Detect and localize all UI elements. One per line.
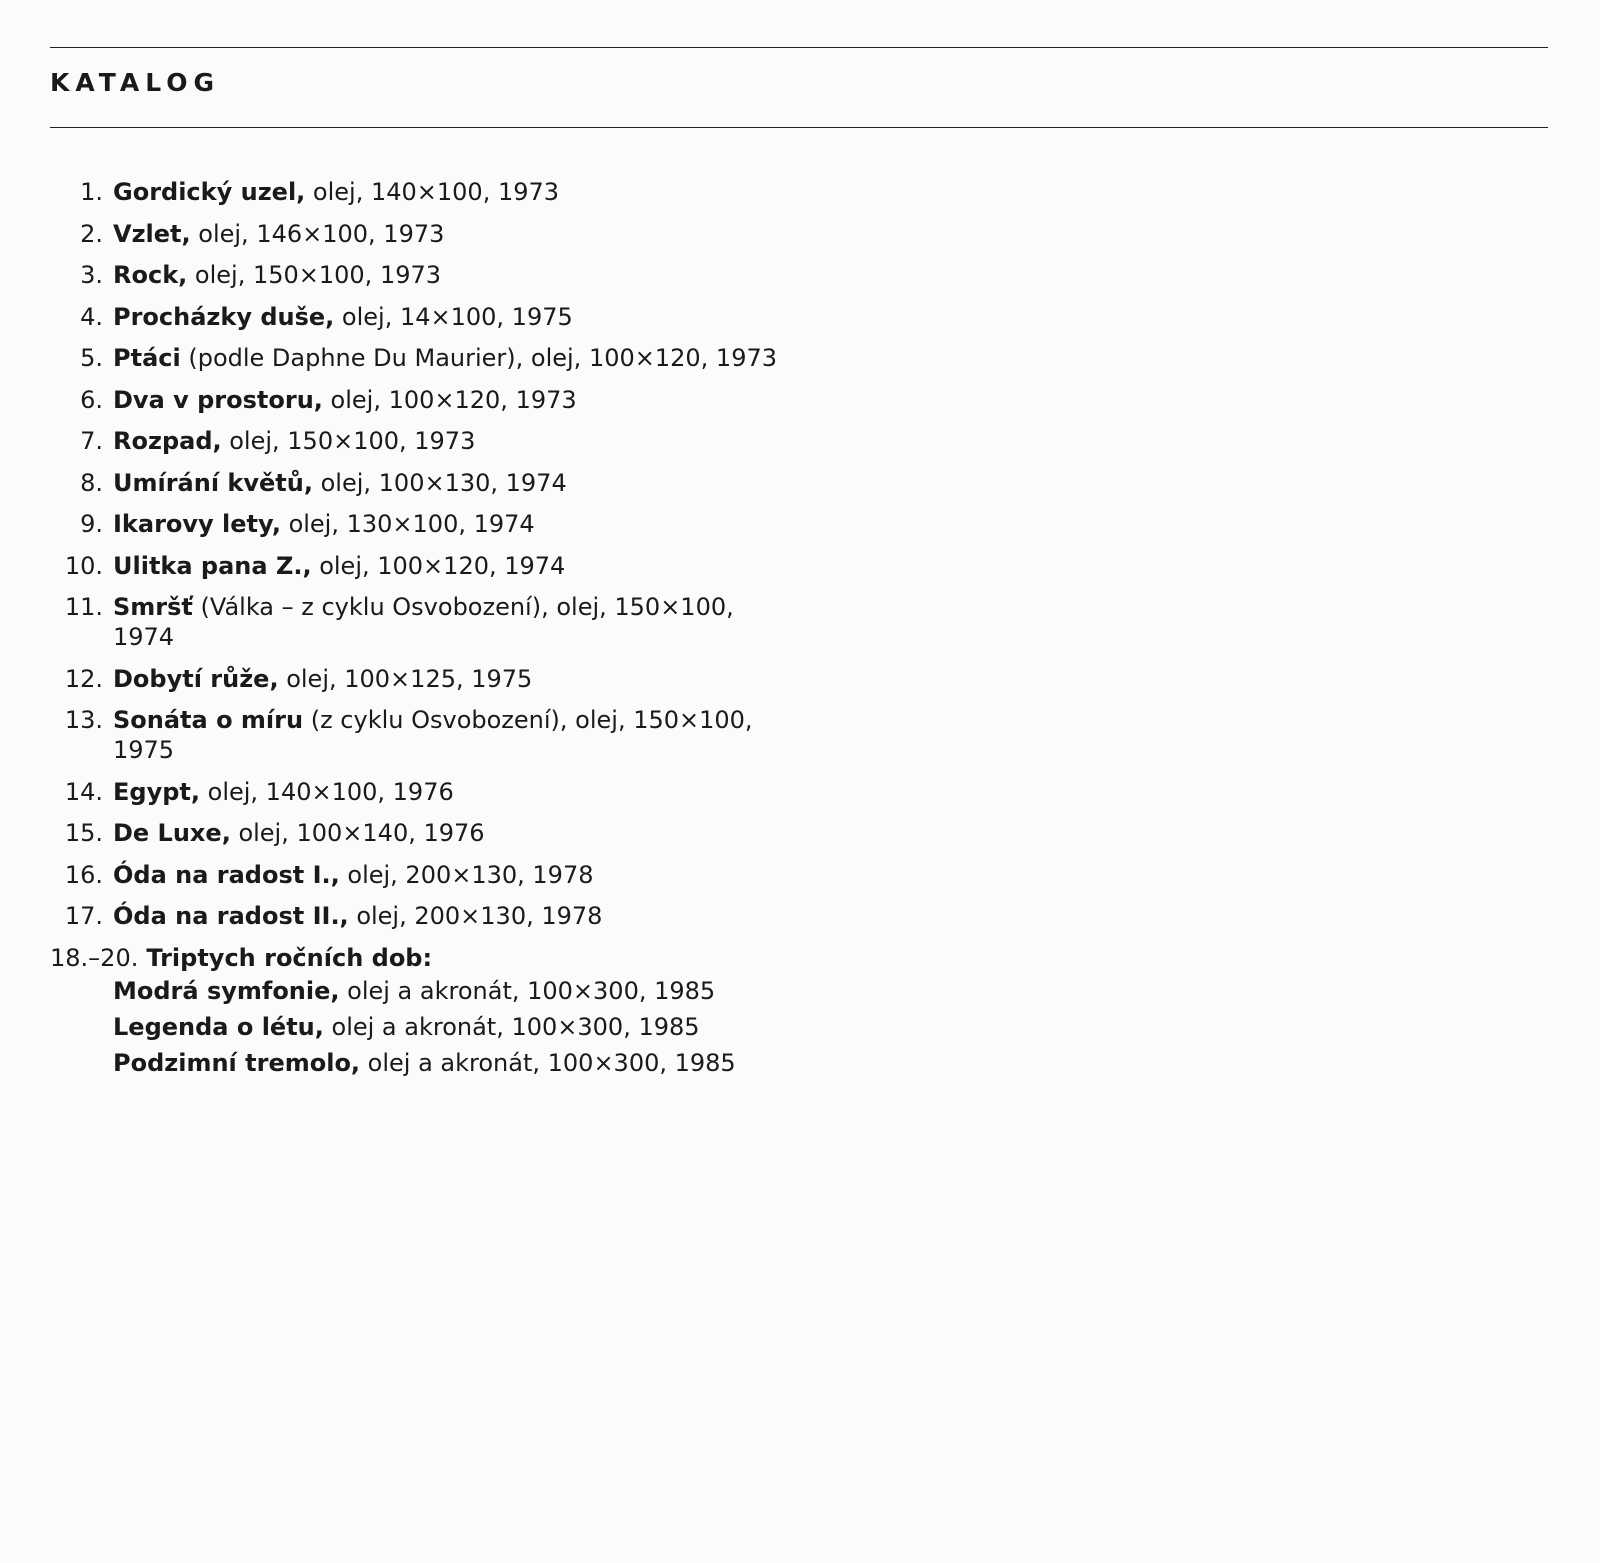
entry-details: olej, 140×100, 1973 — [305, 178, 560, 206]
catalog-entry — [40, 177, 800, 207]
entry-details: olej, 100×120, 1973 — [322, 385, 577, 414]
entry-details: olej, 146×100, 1973 — [190, 219, 445, 248]
entry-text — [113, 664, 800, 694]
entry-number: 14. — [64, 777, 103, 806]
entry-title: Procházky duše, — [113, 302, 335, 331]
triptych-part — [103, 1045, 800, 1081]
entry-number: 18.–20. — [50, 943, 139, 972]
entry-text — [113, 177, 800, 207]
top-rule — [50, 47, 1548, 48]
catalog-entry — [40, 260, 800, 290]
part-details: olej a akronát, 100×300, 1985 — [360, 1048, 736, 1077]
entry-text — [113, 551, 800, 581]
entry-title: Dobytí růže, — [113, 664, 279, 693]
entry-details: olej, 150×100, 1973 — [221, 427, 476, 455]
entry-number: 10. — [64, 551, 103, 580]
entry-details: olej, 100×140, 1976 — [230, 819, 485, 847]
triptych-heading — [40, 943, 800, 973]
entry-number: 8. — [80, 468, 103, 497]
entry-text — [113, 509, 800, 539]
entry-title: Rozpad, — [113, 427, 222, 455]
entry-details: olej, 100×125, 1975 — [278, 664, 533, 693]
entry-details: (podle Daphne Du Maurier), olej, 100×120, 1973 — [180, 344, 778, 372]
triptych-part — [103, 1009, 800, 1045]
entry-details: olej, 130×100, 1974 — [280, 510, 535, 538]
entry-details: olej, 100×130, 1974 — [312, 468, 567, 497]
entry-text — [113, 818, 800, 848]
entry-number: 9. — [80, 510, 103, 538]
part-title: Modrá symfonie, — [113, 976, 340, 1005]
entry-text — [113, 343, 800, 373]
entry-number: 13. — [64, 706, 103, 734]
triptych-title: Triptych ročních dob: — [146, 943, 433, 972]
catalog-entry — [40, 664, 800, 694]
entry-details: olej, 200×130, 1978 — [339, 860, 594, 889]
entry-number: 15. — [64, 819, 103, 847]
entry-title: Ptáci — [113, 344, 181, 372]
entry-number: 1. — [80, 178, 103, 206]
entry-title: Ulitka pana Z., — [113, 551, 312, 580]
catalog-entry — [40, 901, 800, 931]
catalog-entry — [40, 705, 800, 765]
entry-details: olej, 140×100, 1976 — [200, 777, 454, 806]
page-title: KATALOG — [50, 68, 221, 97]
entry-details: (z cyklu Osvobození), olej, 150×100, 1975 — [113, 706, 753, 764]
catalog-entry — [40, 818, 800, 848]
entry-text — [113, 901, 800, 931]
entry-title: Smršť — [113, 593, 193, 621]
entry-title: De Luxe, — [113, 819, 231, 847]
entry-text — [113, 592, 800, 652]
catalog-list — [40, 177, 800, 1081]
triptych-part — [103, 973, 800, 1009]
catalog-entry — [40, 343, 800, 373]
catalog-entry — [40, 219, 800, 249]
entry-text — [113, 705, 800, 765]
catalog-entry — [40, 385, 800, 415]
entry-number: 6. — [80, 385, 103, 414]
entry-details: (Válka – z cyklu Osvobození), olej, 150×100, 1974 — [113, 593, 734, 651]
entry-title: Óda na radost I., — [113, 860, 340, 889]
heading-rule — [50, 127, 1548, 128]
entry-number: 4. — [80, 302, 103, 331]
catalog-entry — [40, 509, 800, 539]
catalog-entry — [40, 592, 800, 652]
entry-number: 2. — [80, 219, 103, 248]
catalog-entry — [40, 468, 800, 498]
part-title: Legenda o létu, — [113, 1012, 324, 1041]
part-title: Podzimní tremolo, — [113, 1048, 361, 1077]
entry-text — [113, 777, 800, 807]
entry-text — [113, 860, 800, 890]
entry-details: olej, 200×130, 1978 — [348, 902, 603, 930]
catalog-entry — [40, 860, 800, 890]
entry-details: olej, 100×120, 1974 — [311, 551, 566, 580]
catalog-entry — [40, 426, 800, 456]
entry-number: 11. — [64, 593, 103, 621]
catalog-entry — [40, 302, 800, 332]
catalog-entry — [40, 777, 800, 807]
entry-title: Dva v prostoru, — [113, 385, 323, 414]
entry-text — [113, 219, 800, 249]
entry-title: Umírání květů, — [113, 468, 313, 497]
entry-title: Vzlet, — [113, 219, 191, 248]
entry-number: 16. — [64, 860, 103, 889]
entry-number: 17. — [64, 902, 103, 930]
entry-details: olej, 150×100, 1973 — [187, 261, 442, 289]
entry-number: 5. — [80, 344, 103, 372]
entry-text — [113, 260, 800, 290]
entry-title: Óda na radost II., — [113, 902, 349, 930]
entry-title: Sonáta o míru — [113, 706, 304, 734]
entry-number: 12. — [64, 664, 103, 693]
entry-number: 3. — [80, 261, 103, 289]
entry-title: Ikarovy lety, — [113, 510, 281, 538]
part-details: olej a akronát, 100×300, 1985 — [339, 976, 716, 1005]
part-details: olej a akronát, 100×300, 1985 — [323, 1012, 700, 1041]
entry-title: Rock, — [113, 261, 188, 289]
entry-text — [113, 426, 800, 456]
entry-title: Egypt, — [113, 777, 200, 806]
entry-details: olej, 14×100, 1975 — [334, 302, 573, 331]
entry-text — [113, 385, 800, 415]
triptych-entry — [40, 943, 800, 1081]
entry-text — [113, 468, 800, 498]
entry-text — [113, 302, 800, 332]
entry-title: Gordický uzel, — [113, 178, 306, 206]
catalog-entry — [40, 551, 800, 581]
entry-number: 7. — [80, 427, 103, 455]
